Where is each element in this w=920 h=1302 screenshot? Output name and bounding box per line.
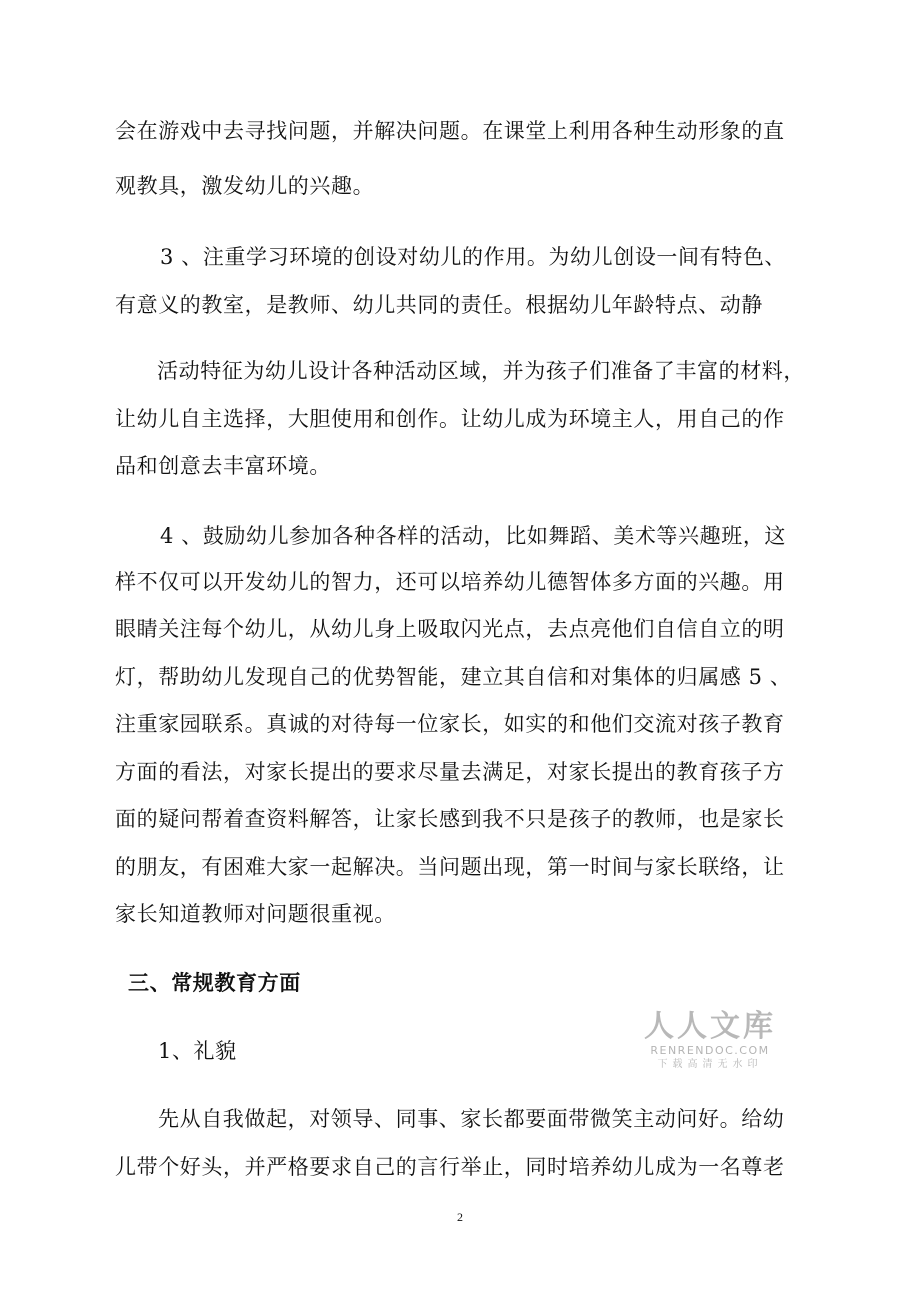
text-line: 先从自我做起，对领导、同事、家长都要面带微笑主动问好。给幼 bbox=[158, 1107, 785, 1131]
text-line: 儿带个好头，并严格要求自己的言行举止，同时培养幼儿成为一名尊老 bbox=[115, 1155, 785, 1179]
text-line: 3 、注重学习环境的创设对幼儿的作用。为幼儿创设一间有特色、 bbox=[160, 245, 787, 269]
text-line: 会在游戏中去寻找问题，并解决问题。在课堂上利用各种生动形象的直 bbox=[115, 119, 785, 143]
text-line: 让幼儿自主选择，大胆使用和创作。让幼儿成为环境主人，用自己的作 bbox=[115, 407, 785, 431]
watermark-logo bbox=[640, 1010, 780, 1071]
text-line: 样不仅可以开发幼儿的智力，还可以培养幼儿德智体多方面的兴趣。用 bbox=[115, 570, 785, 594]
text-line: 活动特征为幼儿设计各种活动区域，并为孩子们准备了丰富的材料， bbox=[157, 359, 805, 383]
text-line: 面的疑问帮着查资料解答，让家长感到我不只是孩子的教师，也是家长 bbox=[115, 807, 785, 831]
watermark-tagline: 下载高清无水印 bbox=[657, 1059, 763, 1070]
watermark-title: 人人文库 bbox=[644, 1009, 776, 1044]
text-line: 方面的看法，对家长提出的要求尽量去满足，对家长提出的教育孩子方 bbox=[115, 760, 785, 784]
text-line: 有意义的教室，是教师、幼儿共同的责任。根据幼儿年龄特点、动静 bbox=[115, 293, 763, 317]
text-line: 观教具，激发幼儿的兴趣。 bbox=[115, 174, 375, 198]
text-line: 的朋友，有困难大家一起解决。当问题出现，第一时间与家长联络，让 bbox=[115, 855, 785, 879]
text-line: 家长知道教师对问题很重视。 bbox=[115, 902, 396, 926]
watermark-domain: RENRENDOC.COM bbox=[650, 1044, 770, 1057]
page-number: 2 bbox=[457, 1210, 463, 1224]
subsection-heading: 1、礼貌 bbox=[158, 1039, 237, 1063]
text-line: 品和创意去丰富环境。 bbox=[115, 454, 331, 478]
text-line: 注重家园联系。真诚的对待每一位家长，如实的和他们交流对孩子教育 bbox=[115, 712, 785, 736]
text-line: 眼睛关注每个幼儿，从幼儿身上吸取闪光点，去点亮他们自信自立的明 bbox=[115, 617, 785, 641]
text-line: 灯，帮助幼儿发现自己的优势智能，建立其自信和对集体的归属感 5 、 bbox=[115, 665, 792, 689]
section-heading: 三、常规教育方面 bbox=[128, 970, 301, 995]
text-line: 4 、鼓励幼儿参加各种各样的活动，比如舞蹈、美术等兴趣班，这 bbox=[160, 524, 787, 548]
